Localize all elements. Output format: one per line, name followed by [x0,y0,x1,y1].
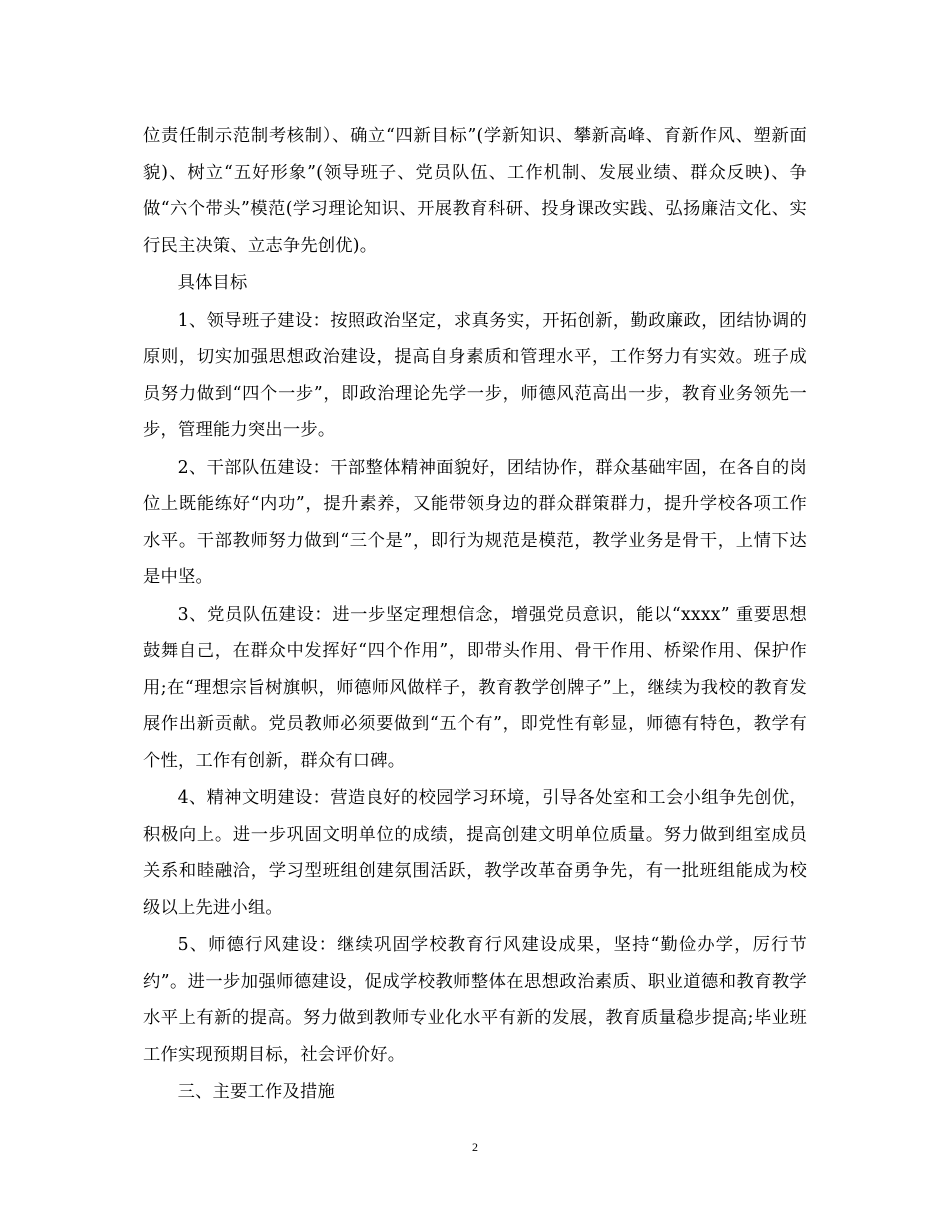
page-number: 2 [472,1140,478,1154]
paragraph-leadership-team: 1、领导班子建设：按照政治坚定，求真务实，开拓创新，勤政廉政，团结协调的原则，切实加强思想政治建设，提高自身素质和管理水平，工作努力有实效。班子成员努力做到“四个一步”，即政治理论先学一步，师德风范高出一步，教育业务领先一步，管理能力突出一步。 [143,310,807,440]
heading-main-work: 三、主要工作及措施 [177,1082,335,1102]
paragraph-continuation: 位责任制示范制考核制）、确立“四新目标”(学新知识、攀新高峰、育新作风、塑新面貌)、树立“五好形象”(领导班子、党员队伍、工作机制、发展业绩、群众反映)、争做“六个带头”模范(学习理论知识、开展教育科研、投身课改实践、弘扬廉洁文化、实行民主决策、立志争先创优)。 [143,126,807,256]
heading-specific-goals: 具体目标 [177,273,248,293]
document-body [143,118,807,1111]
paragraph-cadre-team: 2、干部队伍建设：干部整体精神面貌好，团结协作，群众基础牢固，在各自的岗位上既能练好“内功”，提升素养，又能带领身边的群众群策群力，提升学校各项工作水平。干部教师努力做到“三个是”，即行为规范是模范，教学业务是骨干，上情下达是中坚。 [143,457,807,587]
paragraph-teacher-ethics: 5、师德行风建设：继续巩固学校教育行风建设成果，坚持“勤俭办学，厉行节约”。进一步加强师德建设，促成学校教师整体在思想政治素质、职业道德和教育教学水平上有新的提高。努力做到教师专业化水平有新的发展，教育质量稳步提高;毕业班工作实现预期目标，社会评价好。 [143,935,807,1065]
paragraph-party-members: 3、党员队伍建设：进一步坚定理想信念，增强党员意识，能以“xxxx” 重要思想鼓舞自己，在群众中发挥好“四个作用”，即带头作用、骨干作用、桥梁作用、保护作用;在“理想宗旨树旗帜，师德师风做样子，教育教学创牌子”上，继续为我校的教育发展作出新贡献。党员教师必须要做到“五个有”，即党性有彰显，师德有特色，教学有个性，工作有创新，群众有口碑。 [143,604,807,771]
paragraph-spiritual-civilization: 4、精神文明建设：营造良好的校园学习环境，引导各处室和工会小组争先创优，积极向上。进一步巩固文明单位的成绩，提高创建文明单位质量。努力做到组室成员关系和睦融洽，学习型班组创建氛围活跃，教学改革奋勇争先，有一批班组能成为校级以上先进小组。 [143,788,807,918]
